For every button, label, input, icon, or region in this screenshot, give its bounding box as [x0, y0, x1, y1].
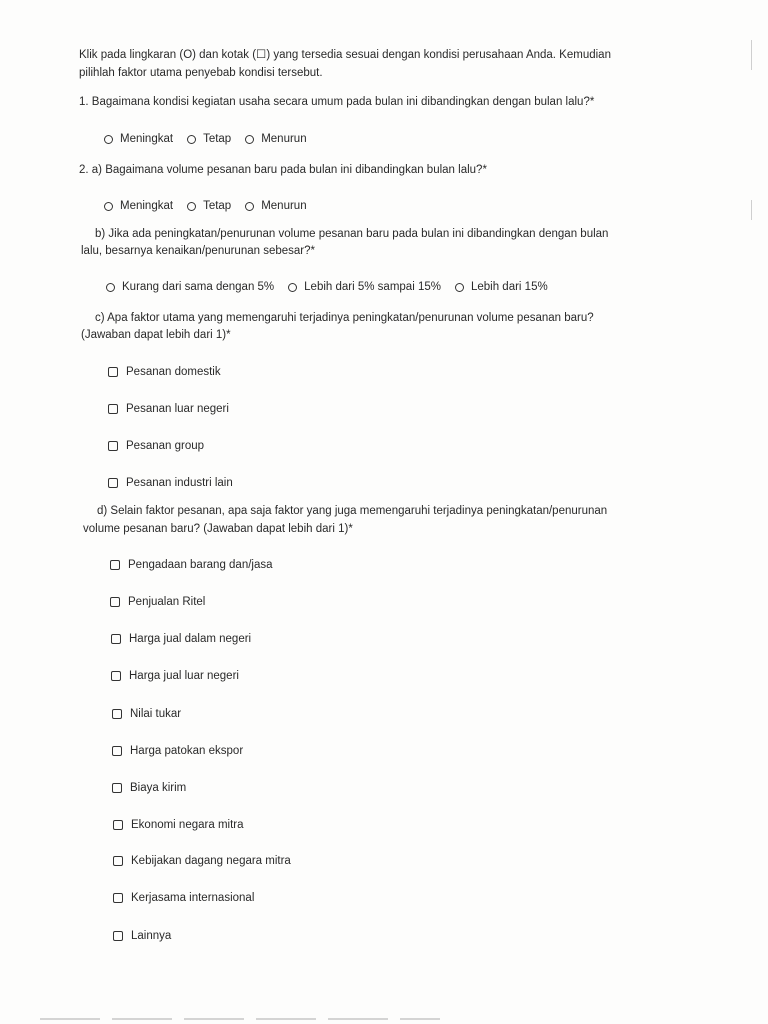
checkbox-icon[interactable] [113, 931, 123, 941]
radio-icon[interactable] [104, 202, 113, 211]
q2b-option-2[interactable]: Lebih dari 5% sampai 15% [288, 280, 441, 294]
radio-icon[interactable] [245, 202, 254, 211]
q2c-option-4[interactable]: Pesanan industri lain [108, 476, 233, 490]
q2d-option-4[interactable]: Harga jual luar negeri [111, 669, 239, 683]
checkbox-icon[interactable] [113, 856, 123, 866]
q2d-option-10[interactable]: Kerjasama internasional [113, 891, 254, 905]
q2a-options [104, 199, 307, 213]
question-2c-line-1: c) Apa faktor utama yang memengaruhi terjadinya peningkatan/penurunan volume pesanan baru? [95, 312, 594, 324]
checkbox-icon[interactable] [110, 560, 120, 570]
scan-bottom-edge [40, 1018, 440, 1020]
checkbox-icon[interactable] [108, 367, 118, 377]
checkbox-icon[interactable] [112, 709, 122, 719]
checkbox-icon[interactable] [111, 671, 121, 681]
q2d-option-9[interactable]: Kebijakan dagang negara mitra [113, 854, 291, 868]
question-2d-line-2: volume pesanan baru? (Jawaban dapat lebih dari 1)* [83, 523, 353, 535]
q2d-option-11[interactable]: Lainnya [113, 929, 171, 943]
q1-options [104, 132, 307, 146]
q2b-options [106, 280, 548, 294]
q2d-option-5[interactable]: Nilai tukar [112, 707, 181, 721]
q2a-option-tetap[interactable]: Tetap [187, 199, 231, 213]
q1-option-meningkat[interactable]: Meningkat [104, 132, 173, 146]
checkbox-icon[interactable] [108, 404, 118, 414]
q2d-option-6[interactable]: Harga patokan ekspor [112, 744, 243, 758]
q2d-option-8[interactable]: Ekonomi negara mitra [113, 818, 244, 832]
checkbox-icon[interactable] [112, 783, 122, 793]
question-1: 1. Bagaimana kondisi kegiatan usaha secara umum pada bulan ini dibandingkan dengan bulan lalu?* [79, 96, 595, 108]
q2c-option-2[interactable]: Pesanan luar negeri [108, 402, 229, 416]
question-2d-line-1: d) Selain faktor pesanan, apa saja faktor yang juga memengaruhi terjadinya peningkatan/penurunan [97, 505, 608, 517]
checkbox-icon[interactable] [113, 893, 123, 903]
radio-icon[interactable] [187, 202, 196, 211]
q2d-option-1[interactable]: Pengadaan barang dan/jasa [110, 558, 273, 572]
q2b-option-1[interactable]: Kurang dari sama dengan 5% [106, 280, 274, 294]
question-2b-line-2: lalu, besarnya kenaikan/penurunan sebesar?* [81, 245, 315, 257]
q2c-option-3[interactable]: Pesanan group [108, 439, 204, 453]
scan-edge-mark [751, 200, 752, 220]
checkbox-icon[interactable] [111, 634, 121, 644]
question-2a: 2. a) Bagaimana volume pesanan baru pada bulan ini dibandingkan bulan lalu?* [79, 164, 487, 176]
checkbox-icon[interactable] [113, 820, 123, 830]
q1-option-tetap[interactable]: Tetap [187, 132, 231, 146]
q1-option-menurun[interactable]: Menurun [245, 132, 306, 146]
intro-line-1: Klik pada lingkaran (O) dan kotak (☐) yang tersedia sesuai dengan kondisi perusahaan Anda. Kemudian [79, 49, 611, 61]
radio-icon[interactable] [106, 283, 115, 292]
checkbox-icon[interactable] [108, 478, 118, 488]
radio-icon[interactable] [288, 283, 297, 292]
q2c-option-1[interactable]: Pesanan domestik [108, 365, 221, 379]
question-2b-line-1: b) Jika ada peningkatan/penurunan volume pesanan baru pada bulan ini dibandingkan dengan bulan [95, 228, 609, 240]
radio-icon[interactable] [187, 135, 196, 144]
q2d-option-3[interactable]: Harga jual dalam negeri [111, 632, 251, 646]
q2b-option-3[interactable]: Lebih dari 15% [455, 280, 548, 294]
radio-icon[interactable] [245, 135, 254, 144]
q2a-option-menurun[interactable]: Menurun [245, 199, 306, 213]
intro-line-2: pilihlah faktor utama penyebab kondisi tersebut. [79, 67, 323, 79]
checkbox-icon[interactable] [108, 441, 118, 451]
radio-icon[interactable] [455, 283, 464, 292]
checkbox-icon[interactable] [112, 746, 122, 756]
q2a-option-meningkat[interactable]: Meningkat [104, 199, 173, 213]
radio-icon[interactable] [104, 135, 113, 144]
q2d-option-7[interactable]: Biaya kirim [112, 781, 186, 795]
checkbox-icon[interactable] [110, 597, 120, 607]
q2d-option-2[interactable]: Penjualan Ritel [110, 595, 205, 609]
question-2c-line-2: (Jawaban dapat lebih dari 1)* [81, 329, 231, 341]
scan-edge-mark [751, 40, 752, 70]
